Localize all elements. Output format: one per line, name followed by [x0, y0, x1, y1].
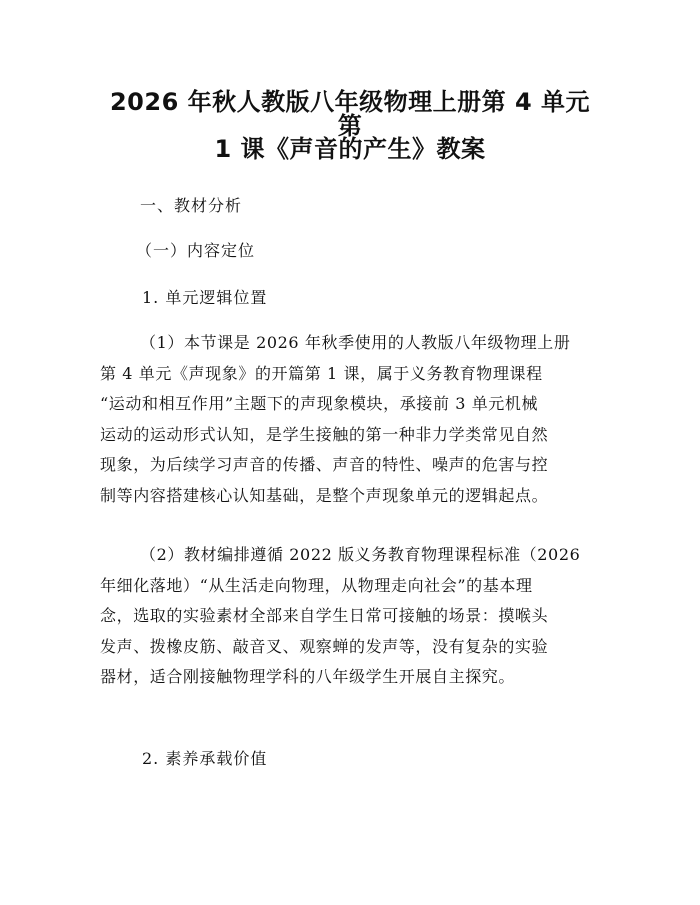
paragraph-1-line: “运动和相互作用”主题下的声现象模块，承接前 3 单元机械 [100, 394, 539, 413]
paragraph-2-line: 发声、拨橡皮筋、敲音叉、观察蝉的发声等，没有复杂的实验 [100, 636, 549, 656]
document-title-line-2: 1 课《声音的产生》教案 [214, 135, 486, 163]
paragraph-1-line: 第 4 单元《声现象》的开篇第 1 课，属于义务教育物理课程 [100, 363, 543, 383]
paragraph-2-line: 念，选取的实验素材全部来自学生日常可接触的场景：摸喉头 [100, 606, 549, 625]
item-heading-unit-logic-position: 1. 单元逻辑位置 [142, 288, 268, 307]
item-heading-literacy-value: 2. 素养承载价值 [142, 749, 268, 768]
paragraph-2-line: 器材，适合刚接触物理学科的八年级学生开展自主探究。 [100, 667, 516, 686]
paragraph-1-line: 制等内容搭建核心认知基础，是整个声现象单元的逻辑起点。 [100, 485, 549, 505]
paragraph-1-line: 运动的运动形式认知，是学生接触的第一种非力学类常见自然 [100, 424, 549, 444]
section-heading-textbook-analysis: 一、教材分析 [140, 196, 243, 215]
paragraph-1-line: （1）本节课是 2026 年秋季使用的人教版八年级物理上册 [140, 333, 571, 352]
paragraph-2-line: （2）教材编排遵循 2022 版义务教育物理课程标准（2026 [140, 545, 581, 564]
paragraph-1-line: 现象，为后续学习声音的传播、声音的特性、噪声的危害与控 [100, 455, 549, 474]
paragraph-2 [100, 540, 605, 693]
paragraph-1 [100, 328, 605, 511]
paragraph-2-line: 年细化落地）“从生活走向物理，从物理走向社会”的基本理 [100, 575, 533, 595]
document-title-line-1: 2026 年秋人教版八年级物理上册第 4 单元第 [109, 88, 591, 140]
subsection-heading-content-positioning: （一）内容定位 [136, 241, 256, 260]
